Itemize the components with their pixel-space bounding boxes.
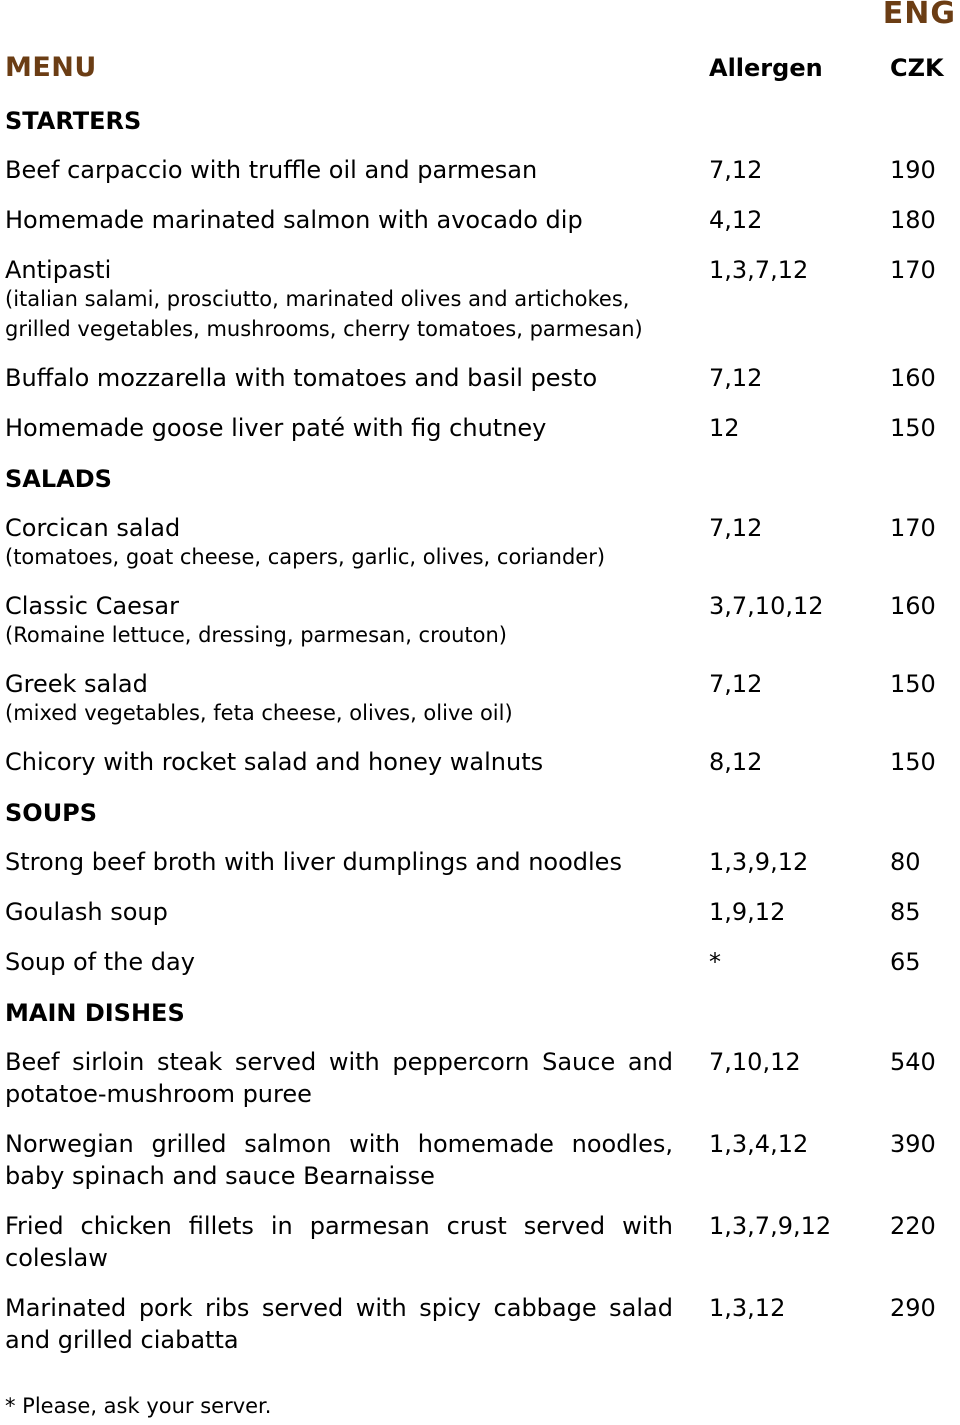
menu-item bbox=[5, 512, 935, 590]
menu-item-price: 160 bbox=[890, 592, 936, 620]
menu-item-price: 150 bbox=[890, 414, 936, 442]
menu-item bbox=[5, 254, 935, 362]
menu-item-price: 150 bbox=[890, 748, 936, 776]
menu-item bbox=[5, 412, 935, 462]
menu-item-allergens: 1,9,12 bbox=[709, 898, 786, 926]
menu-item-price: 540 bbox=[890, 1048, 936, 1076]
menu-item-name: Soup of the day bbox=[5, 948, 195, 976]
menu-item-price: 220 bbox=[890, 1212, 936, 1240]
menu-item-name: Marinated pork ribs served with spicy cabbage salad and grilled ciabatta bbox=[5, 1294, 673, 1354]
menu-item-name: Antipasti bbox=[5, 256, 112, 284]
menu-item-price: 65 bbox=[890, 948, 921, 976]
menu-item bbox=[5, 590, 935, 668]
menu-item bbox=[5, 946, 935, 996]
menu-list bbox=[5, 104, 935, 1374]
menu-item-allergens: 8,12 bbox=[709, 748, 763, 776]
menu-item-description: (Romaine lettuce, dressing, parmesan, crouton) bbox=[5, 623, 508, 647]
menu-item-price: 390 bbox=[890, 1130, 936, 1158]
menu-item-allergens: 7,12 bbox=[709, 670, 763, 698]
menu-item-name: Classic Caesar bbox=[5, 592, 179, 620]
menu-item-name: Strong beef broth with liver dumplings and noodles bbox=[5, 848, 622, 876]
menu-item-allergens: 12 bbox=[709, 414, 740, 442]
menu-header bbox=[5, 52, 960, 88]
section-title: MAIN DISHES bbox=[5, 999, 185, 1027]
menu-item-price: 80 bbox=[890, 848, 921, 876]
menu-item-name: Norwegian grilled salmon with homemade noodles, baby spinach and sauce Bearnaisse bbox=[5, 1130, 673, 1190]
menu-item-name: Beef sirloin steak served with peppercorn Sauce and potatoe-mushroom puree bbox=[5, 1048, 673, 1108]
menu-item bbox=[5, 896, 935, 946]
menu-item-allergens: 7,12 bbox=[709, 514, 763, 542]
menu-item-allergens: 1,3,7,12 bbox=[709, 256, 809, 284]
menu-item-price: 160 bbox=[890, 364, 936, 392]
menu-item-allergens: 4,12 bbox=[709, 206, 763, 234]
menu-item-name: Beef carpaccio with truffle oil and parmesan bbox=[5, 156, 538, 184]
menu-item-price: 170 bbox=[890, 514, 936, 542]
menu-title: MENU bbox=[5, 52, 97, 83]
menu-item-allergens: 1,3,4,12 bbox=[709, 1130, 809, 1158]
menu-item bbox=[5, 362, 935, 412]
menu-item-name: Chicory with rocket salad and honey walnuts bbox=[5, 748, 544, 776]
menu-item-allergens: * bbox=[709, 948, 721, 976]
menu-item-price: 190 bbox=[890, 156, 936, 184]
menu-item-name: Corcican salad bbox=[5, 514, 181, 542]
menu-item bbox=[5, 204, 935, 254]
menu-item-name: Homemade goose liver paté with fig chutney bbox=[5, 414, 547, 442]
menu-item-description: (tomatoes, goat cheese, capers, garlic, olives, coriander) bbox=[5, 545, 606, 569]
menu-item bbox=[5, 668, 935, 746]
menu-item bbox=[5, 846, 935, 896]
menu-item-name: Buffalo mozzarella with tomatoes and basil pesto bbox=[5, 364, 598, 392]
menu-item bbox=[5, 1046, 935, 1128]
menu-item-price: 85 bbox=[890, 898, 921, 926]
menu-item-name: Goulash soup bbox=[5, 898, 168, 926]
menu-item-allergens: 7,12 bbox=[709, 156, 763, 184]
menu-item bbox=[5, 1210, 935, 1292]
menu-item-name: Homemade marinated salmon with avocado dip bbox=[5, 206, 583, 234]
menu-item-description: (italian salami, prosciutto, marinated olives and artichokes, grilled vegetables, mushrooms, cherry tomatoes, parmesan) bbox=[5, 287, 643, 341]
menu-item-price: 290 bbox=[890, 1294, 936, 1322]
menu-item-name: Greek salad bbox=[5, 670, 148, 698]
menu-item-name: Fried chicken fillets in parmesan crust served with coleslaw bbox=[5, 1212, 673, 1272]
menu-item bbox=[5, 1128, 935, 1210]
menu-item-allergens: 1,3,7,9,12 bbox=[709, 1212, 832, 1240]
menu-item-allergens: 7,10,12 bbox=[709, 1048, 801, 1076]
menu-item-allergens: 7,12 bbox=[709, 364, 763, 392]
menu-item-price: 150 bbox=[890, 670, 936, 698]
menu-item-price: 170 bbox=[890, 256, 936, 284]
price-column-header: CZK bbox=[890, 54, 944, 82]
menu-item-allergens: 1,3,12 bbox=[709, 1294, 786, 1322]
allergen-column-header: Allergen bbox=[709, 54, 823, 82]
footnote: * Please, ask your server. bbox=[5, 1394, 272, 1418]
section-title: SOUPS bbox=[5, 799, 98, 827]
menu-item bbox=[5, 1292, 935, 1374]
menu-item-allergens: 1,3,9,12 bbox=[709, 848, 809, 876]
menu-item-allergens: 3,7,10,12 bbox=[709, 592, 824, 620]
section-title: SALADS bbox=[5, 465, 112, 493]
language-label: ENG bbox=[882, 0, 956, 31]
menu-item-description: (mixed vegetables, feta cheese, olives, olive oil) bbox=[5, 701, 513, 725]
section-title: STARTERS bbox=[5, 107, 142, 135]
menu-item bbox=[5, 746, 935, 796]
menu-item bbox=[5, 154, 935, 204]
menu-item-price: 180 bbox=[890, 206, 936, 234]
